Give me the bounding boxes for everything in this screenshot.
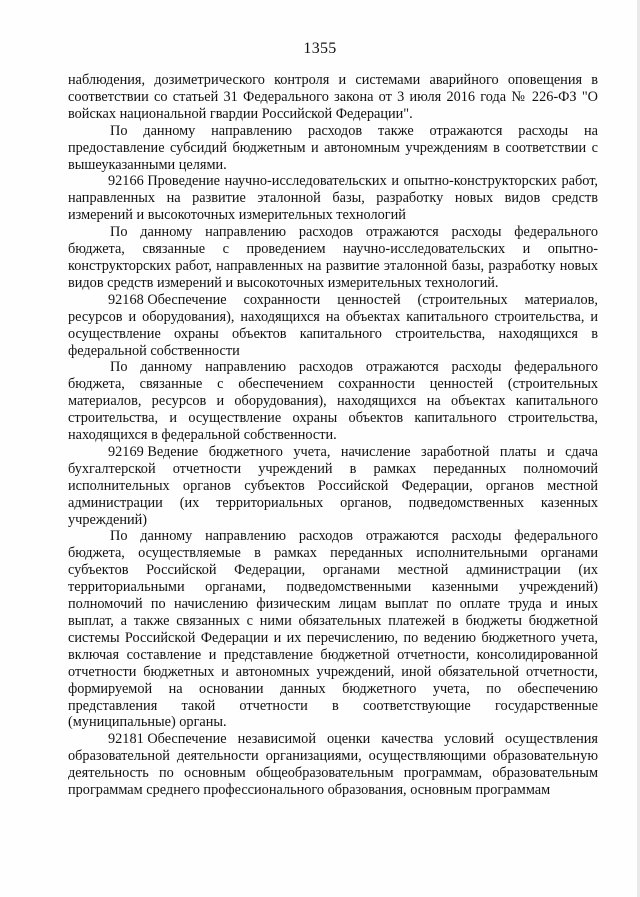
paragraph-note	[68, 123, 598, 174]
expense-code: 92166	[108, 173, 144, 190]
paragraph-title: Ведение бюджетного учета, начисление заработной платы и сдача бухгалтерской отчетности учреждений в рамках переданных полномочий исполнительных органов субъектов Российской Федерации, органов местной администрации (их территориальных органов, подведомственных казенных учреждений)	[68, 443, 598, 528]
page-body	[68, 72, 598, 799]
expense-code: 92169	[108, 443, 144, 460]
expense-code: 92181	[108, 731, 144, 748]
paragraph-title: Проведение научно-исследовательских и опытно-конструкторских работ, направленных на развитие эталонной базы, разработку новых видов средств измерений и высокоточных измерительных технологий	[68, 173, 598, 224]
paragraph-heading-92168	[68, 292, 598, 360]
paragraph-heading-92166	[68, 173, 598, 224]
paragraph-heading-92169	[68, 444, 598, 529]
paragraph-text: По данному направлению расходов отражаются расходы федерального бюджета, связанные с обеспечением сохранности ценностей (строительных материалов, ресурсов и оборудования), находящихся на объектах капитального строительства, и осуществление охраны объектов капитального строительства, находящихся в федеральной собственности.	[68, 359, 598, 444]
paragraph-title: Обеспечение независимой оценки качества условий осуществления образовательной деятельности организациями, осуществляющими образовательную деятельность по основным общеобразовательным программам, образовательным программам среднего профессионального образования, основным программам	[68, 731, 598, 799]
paragraph-continuation	[68, 72, 598, 123]
paragraph-description	[68, 224, 598, 292]
paragraph-heading-92181	[68, 731, 598, 799]
paragraph-description	[68, 359, 598, 444]
paragraph-text: наблюдения, дозиметрического контроля и системами аварийного оповещения в соответствии со статьей 31 Федерального закона от 3 июля 2016 года № 226-ФЗ "О войсках национальной гвардии Российской Федерации".	[68, 72, 598, 122]
paragraph-text: По данному направлению расходов отражаются расходы федерального бюджета, связанные с проведением научно-исследовательских и опытно-конструкторских работ, направленных на развитие эталонной базы, разработку новых видов средств измерений и высокоточных измерительных технологий.	[68, 224, 598, 291]
paragraph-description	[68, 528, 598, 731]
paragraph-text: По данному направлению расходов отражаются расходы федерального бюджета, осуществляемые в рамках переданных исполнительными органами субъектов Российской Федерации, органами местной администрации (их территориальными органами, подведомственными казенными учреждений) полномочий по начислению физическим лицам выплат по оплате труда и иных выплат, а также связанных с ними обязательных платежей в бюджеты бюджетной системы Российской Федерации и их перечислению, по ведению бюджетного учета, включая составление и представление бюджетной отчетности, консолидированной отчетности бюджетных и автономных учреждений, иной обязательной отчетности, формируемой на основании данных бюджетного учета, по обеспечению представления такой отчетности в соответствующие государственные (муниципальные) органы.	[68, 528, 598, 731]
expense-code: 92168	[108, 291, 144, 308]
page-number: 1355	[303, 40, 337, 57]
paragraph-text: По данному направлению расходов также отражаются расходы на предоставление субсидий бюджетным и автономным учреждениям в соответствии с вышеуказанными целями.	[68, 122, 598, 173]
paragraph-title: Обеспечение сохранности ценностей (строительных материалов, ресурсов и оборудования), находящихся на объектах капитального строительства, и осуществление охраны объектов капитального строительства, находящихся в федеральной собственности	[68, 291, 598, 359]
